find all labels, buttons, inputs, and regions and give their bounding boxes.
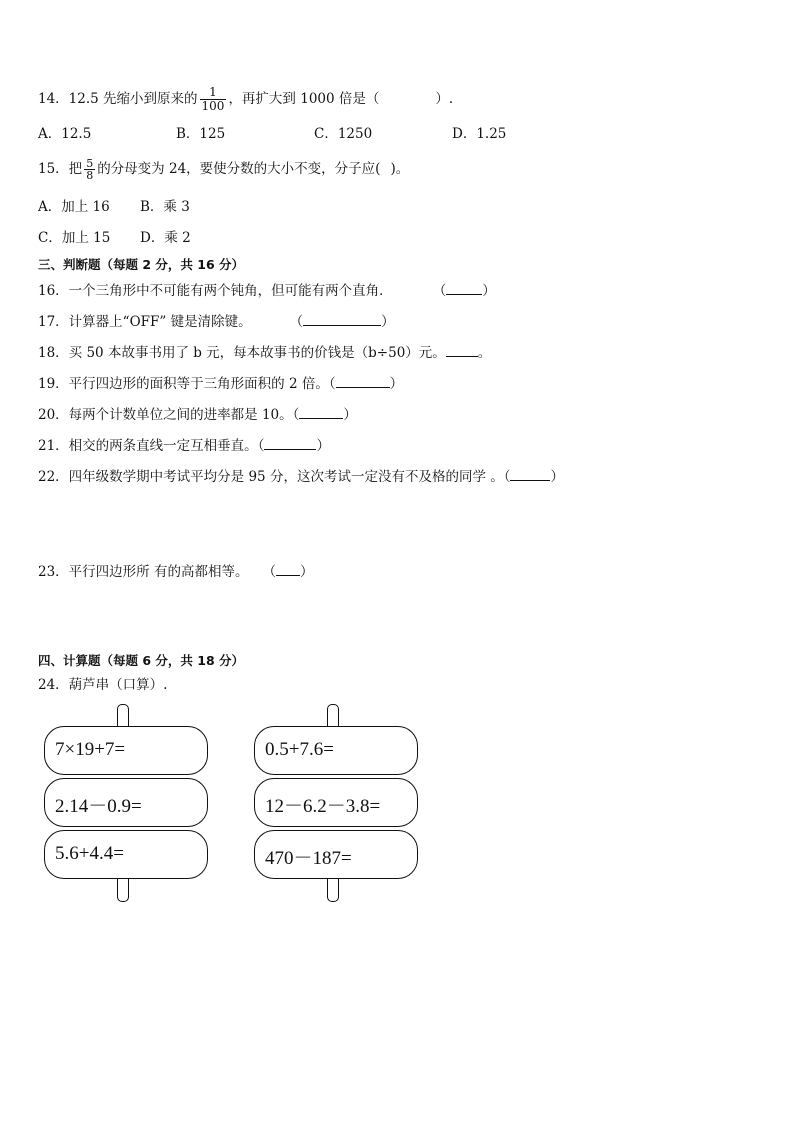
q23-close: ） [299,564,314,580]
question-23 [38,563,313,581]
calc-expression: 0.5+7.6= [265,739,334,760]
q23-answer-blank[interactable] [276,563,300,576]
q19-open: （ [328,376,336,392]
q21-answer-blank[interactable] [264,437,316,450]
q17-open: （ [289,314,304,330]
q15-option-d[interactable]: D．乘 2 [140,230,191,246]
gourd-skewer-left [44,704,214,904]
q22-text: 22．四年级数学期中考试平均分是 95 分，这次考试一定没有不及格的同学 。 [38,469,504,485]
q15-prefix: 15．把 [38,161,83,177]
gourd-bead [44,830,208,879]
q16-close: ） [482,283,496,299]
q14-option-b[interactable]: B．125 [176,126,226,142]
q17-answer-blank[interactable] [303,313,381,326]
calc-expression: 7×19+7= [55,739,126,760]
gourd-bead [254,778,418,827]
q17-text: 17．计算器上“OFF” 键是清除键。 [38,314,252,330]
q18-text: 18．买 50 本故事书用了 b 元，每本故事书的价钱是（b÷50）元。 [38,345,446,361]
q21-open: （ [257,438,265,454]
gourd-bead [44,726,208,775]
q23-open: （ [262,564,276,580]
q14-option-a[interactable]: A．12.5 [38,126,92,142]
q22-close: ） [550,469,564,485]
q20-answer-blank[interactable] [299,406,343,419]
question-18 [38,344,491,362]
q23-text: 23．平行四边形所 有的高都相等。 [38,564,249,580]
question-15 [38,158,409,181]
q15-option-a[interactable]: A．加上 16 [38,199,110,215]
question-24-title: 24．葫芦串（口算）. [38,677,168,693]
q15-frac-den: 8 [86,169,94,182]
question-19 [38,375,403,393]
gourd-skewer-right [254,704,424,904]
calc-expression: 470－187= [265,848,352,869]
question-20 [38,406,357,424]
q17-close: ） [381,314,395,330]
q14-suffix: ，再扩大到 1000 倍是（ [228,91,380,107]
q18-answer-blank[interactable] [446,344,478,357]
q19-answer-blank[interactable] [336,375,390,388]
q14-close: ）. [435,91,454,107]
q19-close: ） [389,376,404,392]
q15-frac-num: 5 [86,157,94,170]
q21-text: 21．相交的两条直线一定互相垂直。 [38,438,258,454]
fraction-5-8 [84,158,95,181]
q22-answer-blank[interactable] [510,468,550,481]
q18-close: 。 [477,345,492,361]
calc-expression: 5.6+4.4= [55,843,124,864]
question-14 [38,86,453,113]
q20-close: ） [343,407,357,423]
q14-option-c[interactable]: C．1250 [314,126,373,142]
gourd-bead [44,778,208,827]
q14-frac-num: 1 [200,86,227,100]
gourd-bead [254,830,418,879]
gourd-bead [254,726,418,775]
calc-expression: 2.14－0.9= [55,796,142,817]
q16-open: （ [432,283,447,299]
q14-option-d[interactable]: D．1.25 [452,126,507,142]
q15-suffix: 的分母变为 24，要使分数的大小不变，分子应( [97,161,381,177]
q16-text: 16．一个三角形中不可能有两个钝角，但可能有两个直角． [38,283,393,299]
calc-expression: 12－6.2－3.8= [265,796,381,817]
q20-text: 20．每两个计数单位之间的进率都是 10。 [38,407,293,423]
question-16 [38,282,496,300]
section-3-title: 三、判断题（每题 2 分，共 16 分） [38,257,245,272]
question-22 [38,468,564,486]
section-4-title: 四、计算题（每题 6 分，共 18 分） [38,653,245,668]
q21-close: ） [316,438,330,454]
q14-frac-den: 100 [201,99,225,113]
q15-option-c[interactable]: C．加上 15 [38,230,111,246]
fraction-1-100 [200,86,227,113]
question-17 [38,313,395,331]
q14-prefix: 14．12.5 先缩小到原来的 [38,91,198,107]
q19-text: 19．平行四边形的面积等于三角形面积的 2 倍。 [38,376,329,392]
q20-open: （ [292,407,300,423]
q15-option-b[interactable]: B．乘 3 [140,199,190,215]
question-21 [38,437,330,455]
q16-answer-blank[interactable] [446,282,482,295]
q22-open: （ [503,469,511,485]
q15-close: )。 [390,161,410,177]
